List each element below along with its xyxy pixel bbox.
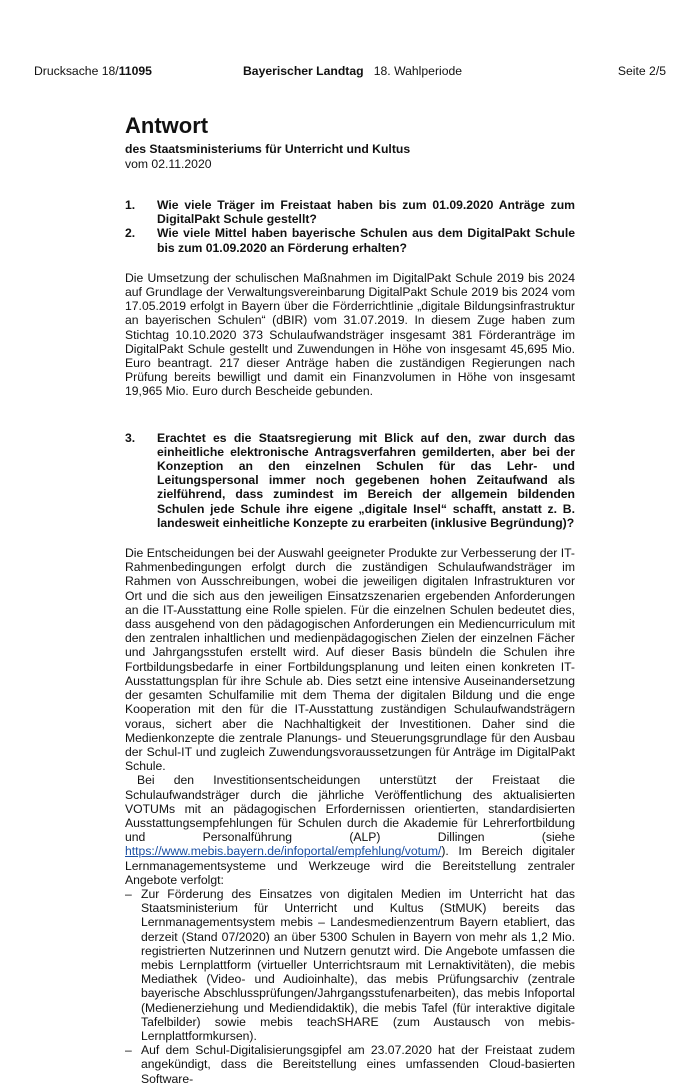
document-number-value: 11095: [118, 64, 152, 78]
ministry-name: des Staatsministeriums für Unterricht und Kultus: [125, 142, 411, 156]
answer-3-paragraph-1: Die Entscheidungen bei der Auswahl geeigneter Produkte zur Verbesserung der IT-Rahmenbedingungen erfolgt durch die zuständigen Schulaufwandsträger im Rahmen von Ausschreibungen, wobei die jeweiligen digitalen Infrastrukturen vor Ort und die sich aus den jeweiligen Einsatzszenarien ergebenden Anforderungen an die IT-Ausstattung eine Rolle spielen. Für die einzelnen Schulen bedeutet dies, dass ausgehend von den pädagogischen Anforderungen ein Mediencurriculum mit den zentralen inhaltlichen und medienpädagogischen Zielen der einzelnen Fächer und Jahrgangsstufen erstellt wird. Auf dieser Basis bündeln die Schulen ihre Fortbildungsbedarfe in einer Fortbildungsplanung und leiten einen konkreten IT-Ausstattungsplan für ihre Schule ab. Dies setzt eine intensive Auseinandersetzung der gesamten Schulfamilie mit dem Thema der digitalen Bildung und die enge Kooperation mit den für die IT-Ausstattung zuständigen Schulaufwandsträgern voraus, sichert aber die Nachhaltigkeit der Investitionen. Daher sind die Medienkonzepte die zentrale Planungs- und Steuerungsgrundlage für den Ausbau der Schul-IT und zugleich Zuwendungsvoraussetzungen für Anträge im DigitalPakt Schule.: [125, 546, 575, 774]
question-text: Erachtet es die Staatsregierung mit Blick auf den, zwar durch das einheitliche elektronische Antragsverfahren gemilderten, aber bei der Konzeption an den einzelnen Schulen für das Lehr- und Leitungspersonal immer noch gegebenen hohen Zeitaufwand als zielführend, dass zumindest im Bereich der allgemein bildenden Schulen jede Schule ihre eigene „digitale Insel“ schafft, anstatt z. B. landesweit einheitliche Konzepte zu erarbeiten (inklusive Begründung)?: [157, 430, 575, 530]
question-text: Wie viele Träger im Freistaat haben bis zum 01.09.2020 Anträge zum DigitalPakt Schule gestellt?: [157, 198, 575, 227]
page-number: Seite 2/5: [617, 64, 666, 78]
document-number: [34, 64, 152, 78]
question-1: [125, 198, 575, 226]
list-item-text: Zur Förderung des Einsatzes von digitalen Medien im Unterricht hat das Staatsministerium für Unterricht und Kultus (StMUK) bereits das Lernmanagementsystem mebis – Landesmedienzentrum Bayern etabliert, das derzeit (Stand 07/2020) an über 5300 Schulen in Bayern von mehr als 1,2 Mio. registrierten Nutzerinnen und Nutzern genutzt wird. Die Angebote umfassen die mebis Lernplattform (virtueller Unterrichtsraum mit Lernaktivitäten), die mebis Mediathek (Video- und Audioinhalte), das mebis Prüfungsarchiv (zentrale bayerische Abschlussprüfungen/Jahrgangsstufenarbeiten), das mebis Infoportal (Medienerziehung und Mediendidaktik), die mebis Tafel (für interaktive digitale Tafelbilder) sowie mebis teachSHARE (zum Austausch von mebis-Lernplattformkursen).: [141, 886, 575, 1043]
page-header: [34, 64, 666, 80]
paragraph-text: Bei den Investitionsentscheidungen unterstützt der Freistaat die Schulaufwandsträger durch die jährliche Veröffentlichung des aktualisierten VOTUMs mit an pädagogischen Erfordernissen orientierten, standardisierten Ausstattungsempfehlungen für Schulen durch die Akademie für Lehrerfortbildung und Personalführung (ALP) Dillingen (siehe: [125, 773, 575, 845]
document-number-prefix: Drucksache 18/: [34, 64, 119, 78]
document-body: [125, 112, 575, 1086]
answer-date: vom 02.11.2020: [125, 156, 212, 171]
answer-title: Antwort: [125, 113, 209, 138]
answer-3-paragraph-2: [125, 773, 575, 887]
question-2: [125, 226, 575, 254]
legislative-period: 18. Wahlperiode: [373, 64, 463, 78]
question-number: 2.: [125, 226, 136, 241]
dash-bullet: –: [125, 886, 132, 901]
question-number: 1.: [125, 198, 136, 212]
dash-bullet: –: [125, 1043, 132, 1058]
question-number: 3.: [125, 430, 136, 445]
list-item: [125, 887, 575, 1043]
institution-name: Bayerischer Landtag: [243, 64, 364, 78]
list-item: [125, 1043, 575, 1086]
answer-1-2-paragraph: Die Umsetzung der schulischen Maßnahmen im DigitalPakt Schule 2019 bis 2024 auf Grundlage der Verwaltungsvereinbarung DigitalPakt Schule 2019 bis 2024 vom 17.05.2019 erfolgt in Bayern über die Förderrichtlinie „digitale Bildungsinfrastruktur an bayerischen Schulen“ (dBIR) vom 31.07.2019. In diesem Zuge haben zum Stichtag 10.10.2020 373 Schulaufwandsträger insgesamt 381 Förderanträge im DigitalPakt Schule gestellt und Zuwendungen in Höhe von insgesamt 45,695 Mio. Euro beantragt. 217 dieser Anträge haben die zuständigen Regierungen nach Prüfung bereits bewilligt und damit ein Finanzvolumen in Höhe von insgesamt 19,965 Mio. Euro durch Bescheide gebunden.: [125, 270, 575, 399]
question-text: Wie viele Mittel haben bayerische Schulen aus dem DigitalPakt Schule bis zum 01.09.2020 an Förderung erhalten?: [157, 226, 575, 255]
parliament-info: [243, 64, 462, 78]
list-item-text: Auf dem Schul-Digitalisierungsgipfel am 23.07.2020 hat der Freistaat zudem angekündigt, dass die Bereitstellung eines umfassenden Cloud-basierten Software-: [141, 1043, 575, 1086]
question-3: [125, 431, 575, 530]
paragraph-text: ). Im Bereich digitaler Lernmanagementsysteme und Werkzeuge wird die Bereitstellung zentraler Angebote verfolgt:: [125, 844, 575, 887]
votum-link[interactable]: https://www.mebis.bayern.de/infoportal/empfehlung/votum/: [125, 844, 442, 859]
